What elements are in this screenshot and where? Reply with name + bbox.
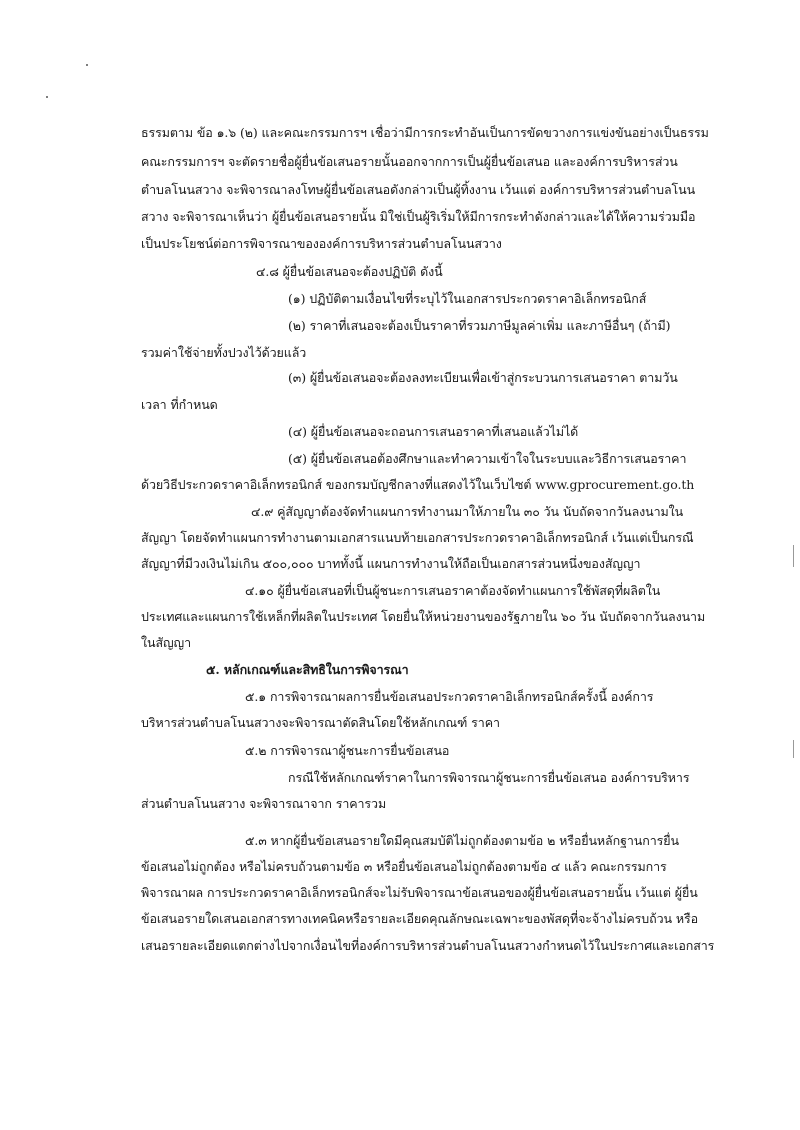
clause-5-2: ๕.๒ การพิจารณาผู้ชนะการยื่นข้อเสนอ (245, 743, 450, 758)
item-3: (๓) ผู้ยื่นข้อเสนอจะต้องลงทะเบียนเพื่อเข้าสู่กระบวนการเสนอราคา ตามวัน (288, 370, 678, 385)
body-line: เวลา ที่กำหนด (141, 397, 218, 412)
item-4: (๔) ผู้ยื่นข้อเสนอจะถอนการเสนอราคาที่เสนอแล้วไม่ได้ (288, 424, 579, 439)
body-line: คณะกรรมการฯ จะตัดรายชื่อผู้ยื่นข้อเสนอรายนั้นออกจากการเป็นผู้ยื่นข้อเสนอ และองค์การบริหารส่วน (141, 154, 678, 169)
body-line: ด้วยวิธีประกวดราคาอิเล็กทรอนิกส์ ของกรมบัญชีกลางที่แสดงไว้ในเว็บไซต์ www.gprocurement.go.th (141, 477, 695, 492)
body-line: ในสัญญา (141, 635, 191, 650)
scan-speck (86, 64, 88, 66)
body-line: สัญญาที่มีวงเงินไม่เกิน ๕๐๐,๐๐๐ บาททั้งนี้ แผนการทำงานให้ถือเป็นเอกสารส่วนหนึ่งของสัญญา (141, 556, 641, 571)
clause-5-3: ๕.๓ หากผู้ยื่นข้อเสนอรายใดมีคุณสมบัติไม่ถูกต้องตามข้อ ๒ หรือยื่นหลักฐานการยื่น (245, 833, 679, 848)
section-5-heading: ๕. หลักเกณฑ์และสิทธิในการพิจารณา (206, 662, 409, 677)
item-5: (๕) ผู้ยื่นข้อเสนอต้องศึกษาและทำความเข้าใจในระบบและวิธีการเสนอราคา (288, 451, 687, 466)
clause-4-9: ๔.๙ คู่สัญญาต้องจัดทำแผนการทำงานมาให้ภายใน ๓๐ วัน นับถัดจากวันลงนามใน (251, 504, 684, 519)
item-2: (๒) ราคาที่เสนอจะต้องเป็นราคาที่รวมภาษีมูลค่าเพิ่ม และภาษีอื่นๆ (ถ้ามี) (288, 318, 671, 333)
clause-5-1: ๕.๑ การพิจารณาผลการยื่นข้อเสนอประกวดราคาอิเล็กทรอนิกส์ครั้งนี้ องค์การ (245, 689, 654, 704)
body-line: บริหารส่วนตำบลโนนสวางจะพิจารณาตัดสินโดยใช้หลักเกณฑ์ ราคา (141, 715, 500, 730)
body-line: ข้อเสนอไม่ถูกต้อง หรือไม่ครบถ้วนตามข้อ ๓ หรือยื่นข้อเสนอไม่ถูกต้องตามข้อ ๔ แล้ว คณะกรรมการ (141, 859, 667, 874)
body-line: กรณีใช้หลักเกณฑ์ราคาในการพิจารณาผู้ชนะการยื่นข้อเสนอ องค์การบริหาร (288, 770, 690, 785)
scan-edge-mark (793, 740, 794, 758)
body-line: สวาง จะพิจารณาเห็นว่า ผู้ยื่นข้อเสนอรายนั้น มิใช่เป็นผู้ริเริ่มให้มีการกระทำดังกล่าวและได้ให้ความร่วมมือ (141, 209, 696, 224)
body-line: ตำบลโนนสวาง จะพิจารณาลงโทษผู้ยื่นข้อเสนอดังกล่าวเป็นผู้ทิ้งงาน เว้นแต่ องค์การบริหารส่วนตำบลโนน (141, 182, 696, 197)
body-line: ประเทศและแผนการใช้เหล็กที่ผลิตในประเทศ โดยยื่นให้หน่วยงานของรัฐภายใน ๖๐ วัน นับถัดจากวันลงนาม (141, 609, 706, 624)
scan-edge-mark (793, 545, 794, 567)
body-line: รวมค่าใช้จ่ายทั้งปวงไว้ด้วยแล้ว (141, 345, 307, 360)
body-line: เป็นประโยชน์ต่อการพิจารณาขององค์การบริหารส่วนตำบลโนนสวาง (141, 236, 502, 251)
body-line: สัญญา โดยจัดทำแผนการทำงานตามเอกสารแนบท้ายเอกสารประกวดราคาอิเล็กทรอนิกส์ เว้นแต่เป็นกรณี (141, 530, 694, 545)
body-line: พิจารณาผล การประกวดราคาอิเล็กทรอนิกส์จะไม่รับพิจารณาข้อเสนอของผู้ยื่นข้อเสนอรายนั้น เว้นแต่ ผู้ยื่น (141, 885, 698, 900)
body-line: เสนอรายละเอียดแตกต่างไปจากเงื่อนไขที่องค์การบริหารส่วนตำบลโนนสวางกำหนดไว้ในประกาศและเอกสาร (141, 938, 715, 953)
scan-speck (46, 96, 48, 98)
clause-4-8: ๔.๘ ผู้ยื่นข้อเสนอจะต้องปฏิบัติ ดังนี้ (256, 264, 443, 279)
clause-4-10: ๔.๑๐ ผู้ยื่นข้อเสนอที่เป็นผู้ชนะการเสนอราคาต้องจัดทำแผนการใช้พัสดุที่ผลิตใน (245, 583, 661, 598)
body-line: ข้อเสนอรายใดเสนอเอกสารทางเทคนิคหรือรายละเอียดคุณลักษณะเฉพาะของพัสดุที่จะจ้างไม่ครบถ้วน หรือ (141, 911, 698, 926)
item-1: (๑) ปฏิบัติตามเงื่อนไขที่ระบุไว้ในเอกสารประกวดราคาอิเล็กทรอนิกส์ (288, 291, 647, 306)
body-line: ส่วนตำบลโนนสวาง จะพิจารณาจาก ราคารวม (141, 796, 387, 811)
body-line: ธรรมตาม ข้อ ๑.๖ (๒) และคณะกรรมการฯ เชื่อว่ามีการกระทำอันเป็นการขัดขวางการแข่งขันอย่างเป็นธรรม (141, 125, 709, 140)
